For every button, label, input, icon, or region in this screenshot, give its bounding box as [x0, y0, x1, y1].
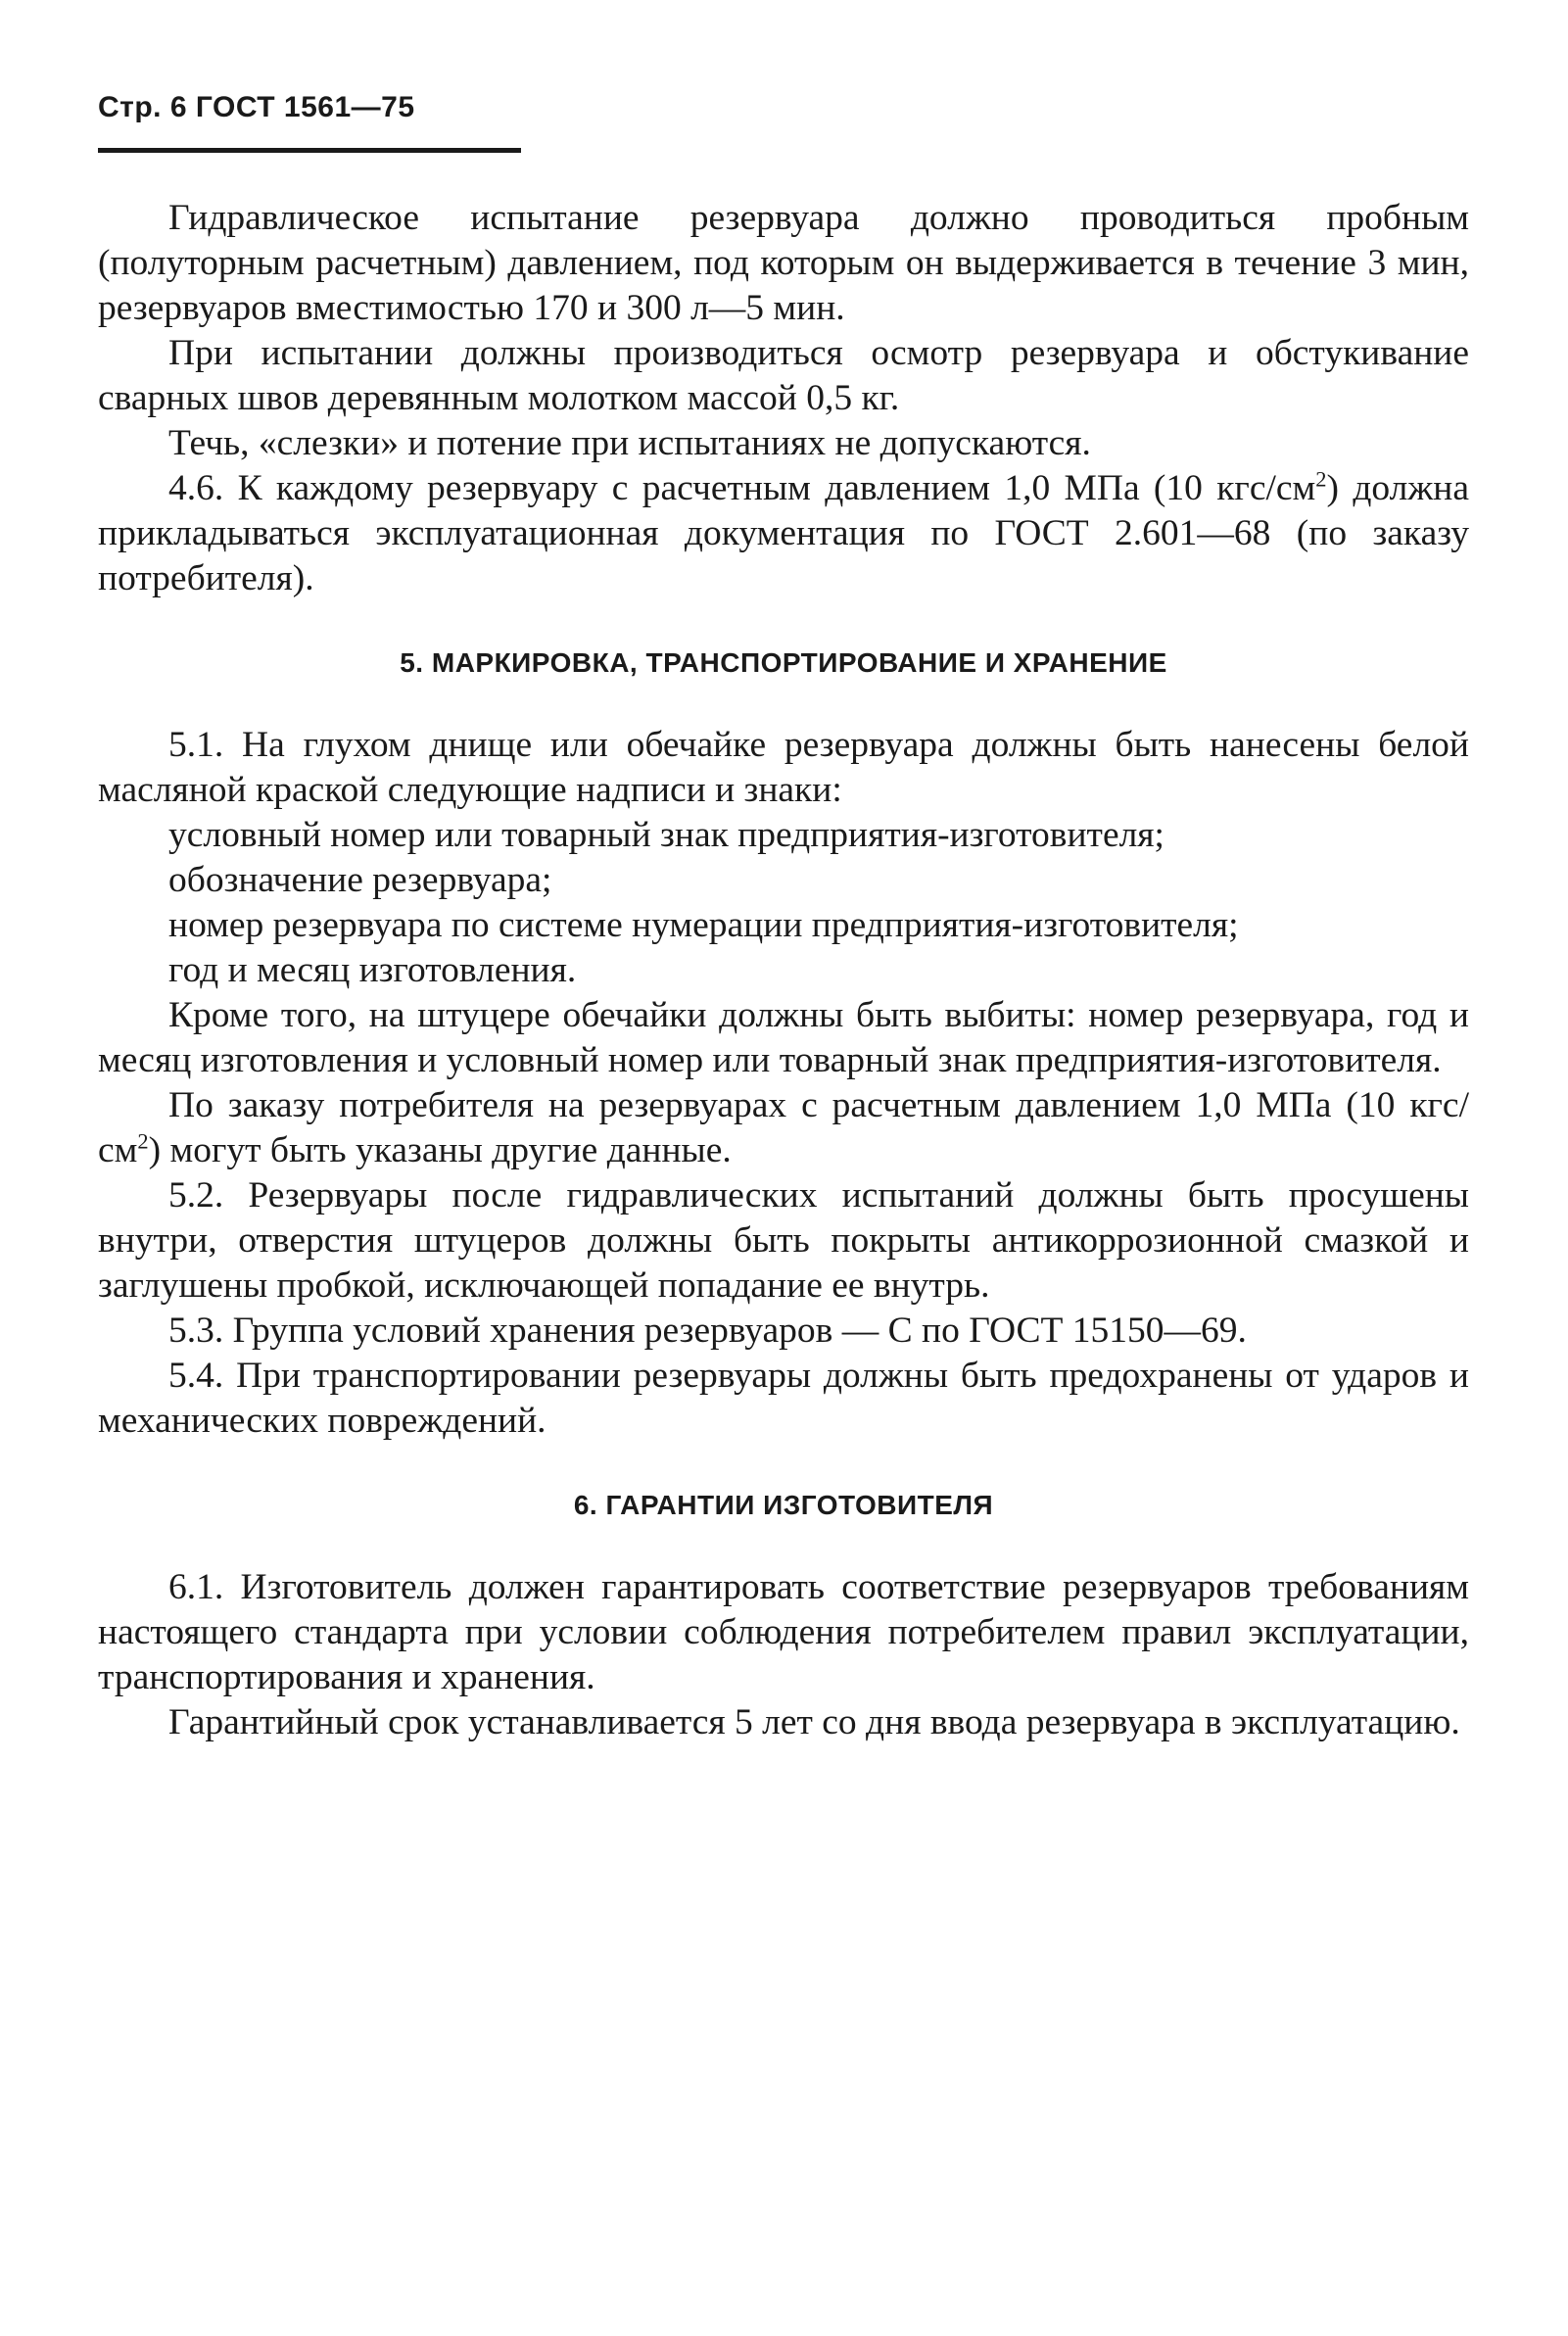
section-heading-marking: 5. МАРКИРОВКА, ТРАНСПОРТИРОВАНИЕ И ХРАНЕНИЕ: [400, 647, 1167, 678]
paragraph-customer-order-text-a: По заказу потребителя на резервуарах с расчетным давлением 1,0 МПа (10 кгс/см: [98, 1085, 1469, 1170]
list-item: год и месяц изготовления.: [168, 950, 577, 990]
paragraph-hydraulic-test: Гидравлическое испытание резервуара должно проводиться пробным (полуторным расчетным) давлением, под которым он выдерживается в течение 3 мин, резервуаров вместимостью 170 и 300 л—5 мин.: [98, 198, 1469, 328]
paragraph-6-1: 6.1. Изготовитель должен гарантировать соответствие резервуаров требованиям настоящего стандарта при условии соблюдения потребителем правил эксплуатации, транспортирования и хранения.: [98, 1567, 1469, 1697]
document-body: [98, 196, 1469, 1745]
paragraph-5-3: 5.3. Группа условий хранения резервуаров — С по ГОСТ 15150—69.: [168, 1311, 1247, 1351]
list-item: условный номер или товарный знак предприятия-изготовителя;: [168, 815, 1164, 855]
paragraph-customer-order: [98, 1083, 1469, 1173]
section-heading-warranty: 6. ГАРАНТИИ ИЗГОТОВИТЕЛЯ: [573, 1490, 994, 1520]
paragraph-warranty-period: Гарантийный срок устанавливается 5 лет со дня ввода резервуара в эксплуатацию.: [168, 1702, 1460, 1742]
superscript-2: 2: [137, 1128, 149, 1154]
list-item: номер резервуара по системе нумерации предприятия-изготовителя;: [168, 905, 1239, 945]
paragraph-inspection: При испытании должны производиться осмотр резервуара и обстукивание сварных швов деревянным молотком массой 0,5 кг.: [98, 333, 1469, 418]
paragraph-4-6: [98, 466, 1469, 601]
page-header: [98, 86, 521, 153]
paragraph-5-1: 5.1. На глухом днище или обечайке резервуара должны быть нанесены белой масляной краской следующие надписи и знаки:: [98, 725, 1469, 810]
page-reference: Стр. 6 ГОСТ 1561—75: [98, 91, 415, 123]
paragraph-customer-order-text-b: ) могут быть указаны другие данные.: [148, 1130, 732, 1170]
paragraph-5-2: 5.2. Резервуары после гидравлических испытаний должны быть просушены внутри, отверстия штуцеров должны быть покрыты антикоррозионной смазкой и заглушены пробкой, исключающей попадание ее внутрь.: [98, 1175, 1469, 1306]
paragraph-4-6-text-a: 4.6. К каждому резервуару с расчетным давлением 1,0 МПа (10 кгс/см: [168, 468, 1316, 508]
paragraph-fitting-stamp: Кроме того, на штуцере обечайки должны быть выбиты: номер резервуара, год и месяц изготовления и условный номер или товарный знак предприятия-изготовителя.: [98, 995, 1469, 1080]
paragraph-4-6-text-b: ) должна прикладываться эксплуатационная документация по ГОСТ 2.601—68 (по заказу потребителя).: [98, 468, 1469, 598]
list-item: обозначение резервуара;: [168, 860, 552, 900]
paragraph-leak: Течь, «слезки» и потение при испытаниях не допускаются.: [168, 423, 1091, 463]
superscript-2: 2: [1315, 466, 1327, 492]
paragraph-5-4: 5.4. При транспортировании резервуары должны быть предохранены от ударов и механических повреждений.: [98, 1356, 1469, 1441]
